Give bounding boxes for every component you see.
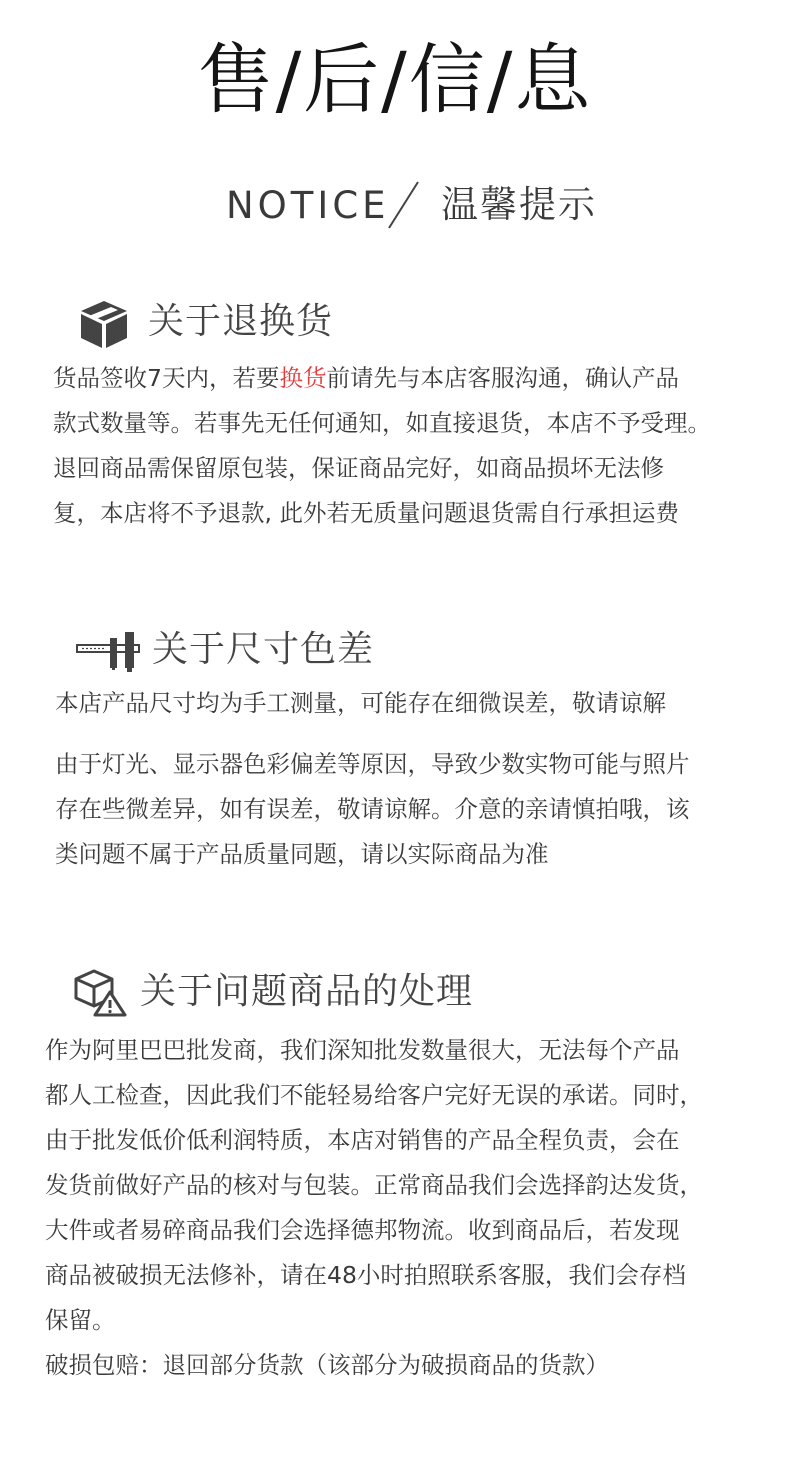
section-returns-title: 关于退换货 xyxy=(148,301,334,342)
text-line: 作为阿里巴巴批发商，我们深知批发数量很大，无法每个产品 xyxy=(45,1036,680,1064)
text-line: 保留。 xyxy=(45,1306,116,1334)
text-line: 退回商品需保留原包装，保证商品完好，如商品损坏无法修 xyxy=(53,454,664,482)
slash-divider-icon xyxy=(380,178,428,232)
text-segment: 货品签收7天内，若要 xyxy=(53,364,280,392)
section-size-body-1 xyxy=(55,681,666,726)
text-line: 款式数量等。若事先无任何通知，如直接退货，本店不予受理。 xyxy=(53,409,711,437)
box-icon xyxy=(78,298,130,350)
section-size-body-2 xyxy=(55,742,690,877)
text-line: 由于批发低价低利润特质，本店对销售的产品全程负责，会在 xyxy=(45,1126,680,1154)
text-line: 类问题不属于产品质量同题，请以实际商品为准 xyxy=(55,840,549,868)
text-line: 由于灯光、显示器色彩偏差等原因，导致少数实物可能与照片 xyxy=(55,750,690,778)
section-size-title: 关于尺寸色差 xyxy=(152,629,375,670)
text-line xyxy=(53,356,711,401)
text-line: 破损包赔：退回部分货款（该部分为破损商品的货款） xyxy=(45,1351,609,1379)
text-line: 发货前做好产品的核对与包装。正常商品我们会选择韵达发货， xyxy=(45,1171,703,1199)
page-title: 售/后/信/息 xyxy=(197,35,593,124)
text-line: 都人工检查，因此我们不能轻易给客户完好无误的承诺。同时， xyxy=(45,1081,703,1109)
notice-chinese: 温馨提示 xyxy=(441,183,597,226)
section-defect-title: 关于问题商品的处理 xyxy=(140,971,474,1012)
section-returns-body xyxy=(53,356,711,536)
notice-banner xyxy=(0,176,790,232)
text-line: 本店产品尺寸均为手工测量，可能存在细微误差，敬请谅解 xyxy=(55,689,666,717)
text-line: 存在些微差异，如有误差，敬请谅解。介意的亲请慎拍哦，该 xyxy=(55,795,690,823)
section-size-header xyxy=(76,624,476,684)
text-segment: 前请先与本店客服沟通，确认产品 xyxy=(326,364,679,392)
text-line: 复，本店将不予退款, 此外若无质量问题退货需自行承担运费 xyxy=(53,499,679,527)
highlight-exchange: 换货 xyxy=(279,364,327,392)
notice-english: NOTICE xyxy=(226,184,390,227)
text-line: 商品被破损无法修补，请在48小时拍照联系客服，我们会存档 xyxy=(45,1261,686,1289)
section-defect-body xyxy=(45,1028,703,1388)
text-line: 大件或者易碎商品我们会选择德邦物流。收到商品后，若发现 xyxy=(45,1216,680,1244)
section-returns-header xyxy=(78,296,478,356)
caliper-icon xyxy=(76,630,140,674)
section-defect-header xyxy=(72,966,532,1026)
damaged-box-icon xyxy=(72,968,128,1018)
